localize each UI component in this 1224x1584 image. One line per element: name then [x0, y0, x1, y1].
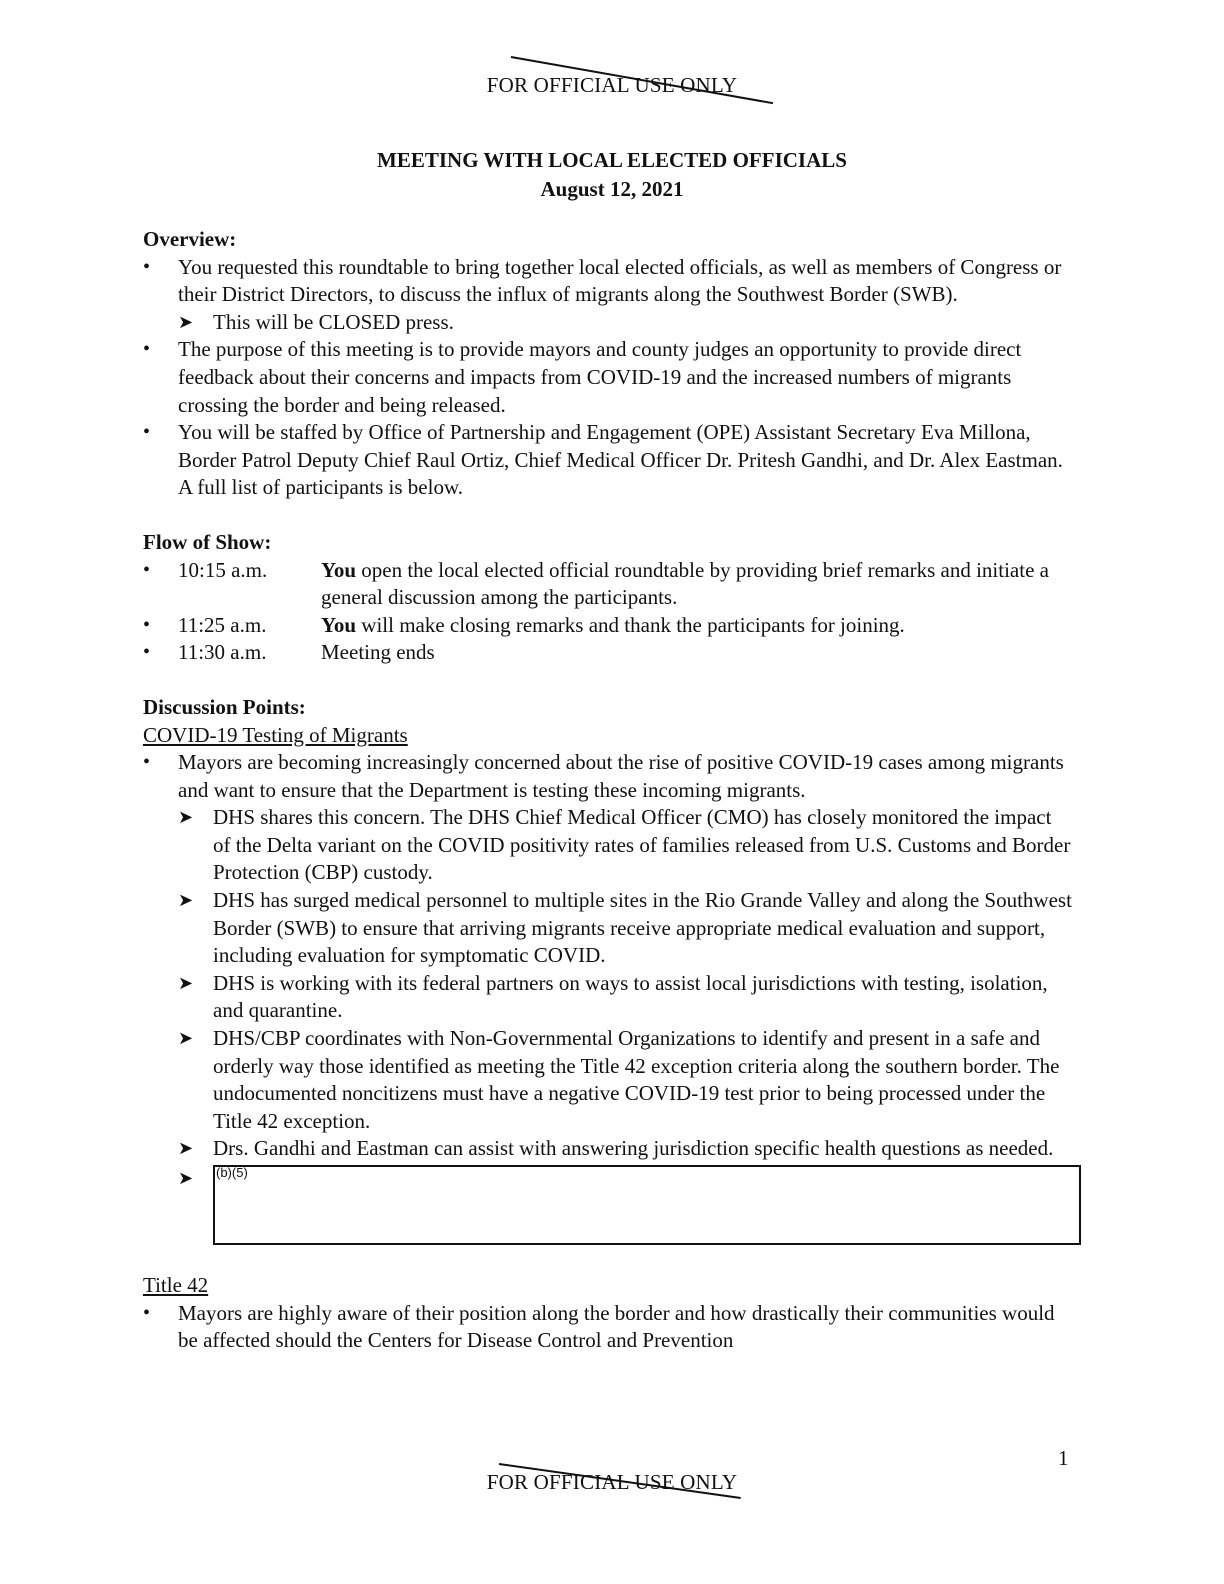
title42-item-text: Mayors are highly aware of their position along the border and how drastically their communities would be affected should the Centers for Disease Control and Prevention	[178, 1300, 1055, 1353]
overview-sub-list	[178, 309, 1073, 337]
flow-heading: Flow of Show:	[143, 529, 272, 554]
overview-item-text: The purpose of this meeting is to provide mayors and county judges an opportunity to provide direct feedback about their concerns and impacts from COVID-19 and the increased numbers of migrants crossing the border and being released.	[178, 337, 1022, 417]
overview-item-text: You will be staffed by Office of Partnership and Engagement (OPE) Assistant Secretary Eva Millona, Border Patrol Deputy Chief Raul Ortiz, Chief Medical Officer Dr. Pritesh Gandhi, and Dr. Alex Eastman. A full list of participants is below.	[178, 420, 1063, 500]
flow-row	[143, 612, 1073, 640]
covid-point-redacted	[178, 1165, 1073, 1245]
overview-sub-item	[178, 309, 1073, 337]
covid-point	[178, 1135, 1073, 1163]
footer-classification-marking: FOR OFFICIAL USE ONLY	[486, 1470, 738, 1494]
flow-description: Meeting ends	[321, 640, 435, 665]
overview-item	[143, 419, 1073, 502]
covid-points	[178, 804, 1073, 1245]
arrow-bullet-icon: ➤	[178, 1028, 194, 1050]
flow-time: • 11:30 a.m.	[178, 640, 267, 665]
covid-item	[143, 749, 1073, 1245]
header-classification-marking: FOR OFFICIAL USE ONLY	[486, 73, 738, 97]
covid-point-text: Drs. Gandhi and Eastman can assist with answering jurisdiction specific health questions as needed.	[213, 1136, 1054, 1161]
title42-item	[143, 1300, 1073, 1355]
flow-description: will make closing remarks and thank the participants for joining.	[356, 612, 905, 637]
arrow-bullet-icon: ➤	[178, 807, 194, 829]
arrow-bullet-icon: ➤	[178, 1168, 194, 1189]
flow-actor: You	[321, 557, 357, 582]
title-line-1: MEETING WITH LOCAL ELECTED OFFICIALS	[377, 148, 847, 172]
document-title	[0, 146, 1224, 204]
document-body	[143, 226, 1073, 1355]
covid-subheading: COVID-19 Testing of Migrants	[143, 722, 408, 747]
page-number: 1	[1058, 1446, 1069, 1470]
redaction-code: (b)(5)	[216, 1165, 248, 1180]
covid-point	[178, 1025, 1073, 1135]
redaction-box	[213, 1165, 1081, 1245]
flow-row	[143, 557, 1073, 612]
flow-time: • 10:15 a.m.	[178, 557, 268, 582]
overview-heading: Overview:	[143, 227, 237, 251]
arrow-bullet-icon: ➤	[178, 311, 194, 333]
title42-subheading: Title 42	[143, 1273, 209, 1297]
flow-row	[143, 639, 1073, 667]
title-date: August 12, 2021	[540, 177, 684, 201]
covid-point-text: DHS is working with its federal partners on ways to assist local jurisdictions with testing, isolation, and quarantine.	[213, 970, 1048, 1023]
flow-description: open the local elected official roundtable by providing brief remarks and initiate a general discussion among the participants.	[321, 557, 1049, 610]
covid-point	[178, 970, 1073, 1025]
covid-point-text: DHS/CBP coordinates with Non-Governmental Organizations to identify and present in a safe and orderly way those identified as meeting the Title 42 exception criteria along the southern border. The undocumented noncitizens must have a negative COVID-19 test prior to being processed under the Title 42 exception.	[213, 1026, 1060, 1133]
overview-item-text: You requested this roundtable to bring together local elected officials, as well as members of Congress or their District Directors, to discuss the influx of migrants along the Southwest Border (SWB).	[178, 254, 1062, 307]
flow-list	[143, 557, 1073, 667]
discussion-heading: Discussion Points:	[143, 694, 306, 719]
overview-list	[143, 254, 1073, 502]
covid-point	[178, 887, 1073, 970]
covid-point-text: DHS shares this concern. The DHS Chief Medical Officer (CMO) has closely monitored the impact of the Delta variant on the COVID positivity rates of families released from U.S. Customs and Border Protection (CBP) custody.	[213, 805, 1071, 885]
covid-item-text: Mayors are becoming increasingly concerned about the rise of positive COVID-19 cases among migrants and want to ensure that the Department is testing these incoming migrants.	[178, 750, 1064, 802]
title42-list	[143, 1300, 1073, 1355]
overview-item	[143, 254, 1073, 337]
arrow-bullet-icon: ➤	[178, 1138, 194, 1160]
covid-point	[178, 804, 1073, 887]
flow-actor: You	[321, 612, 357, 637]
flow-time: • 11:25 a.m.	[178, 612, 267, 637]
overview-item	[143, 336, 1073, 419]
arrow-bullet-icon: ➤	[178, 890, 194, 912]
arrow-bullet-icon: ➤	[178, 972, 194, 994]
overview-sub-item-text: This will be CLOSED press.	[213, 309, 454, 334]
covid-point-text: DHS has surged medical personnel to multiple sites in the Rio Grande Valley and along the Southwest Border (SWB) to ensure that arriving migrants receive appropriate medical evaluation and support, including evaluation for symptomatic COVID.	[213, 888, 1072, 968]
covid-list	[143, 749, 1073, 1245]
